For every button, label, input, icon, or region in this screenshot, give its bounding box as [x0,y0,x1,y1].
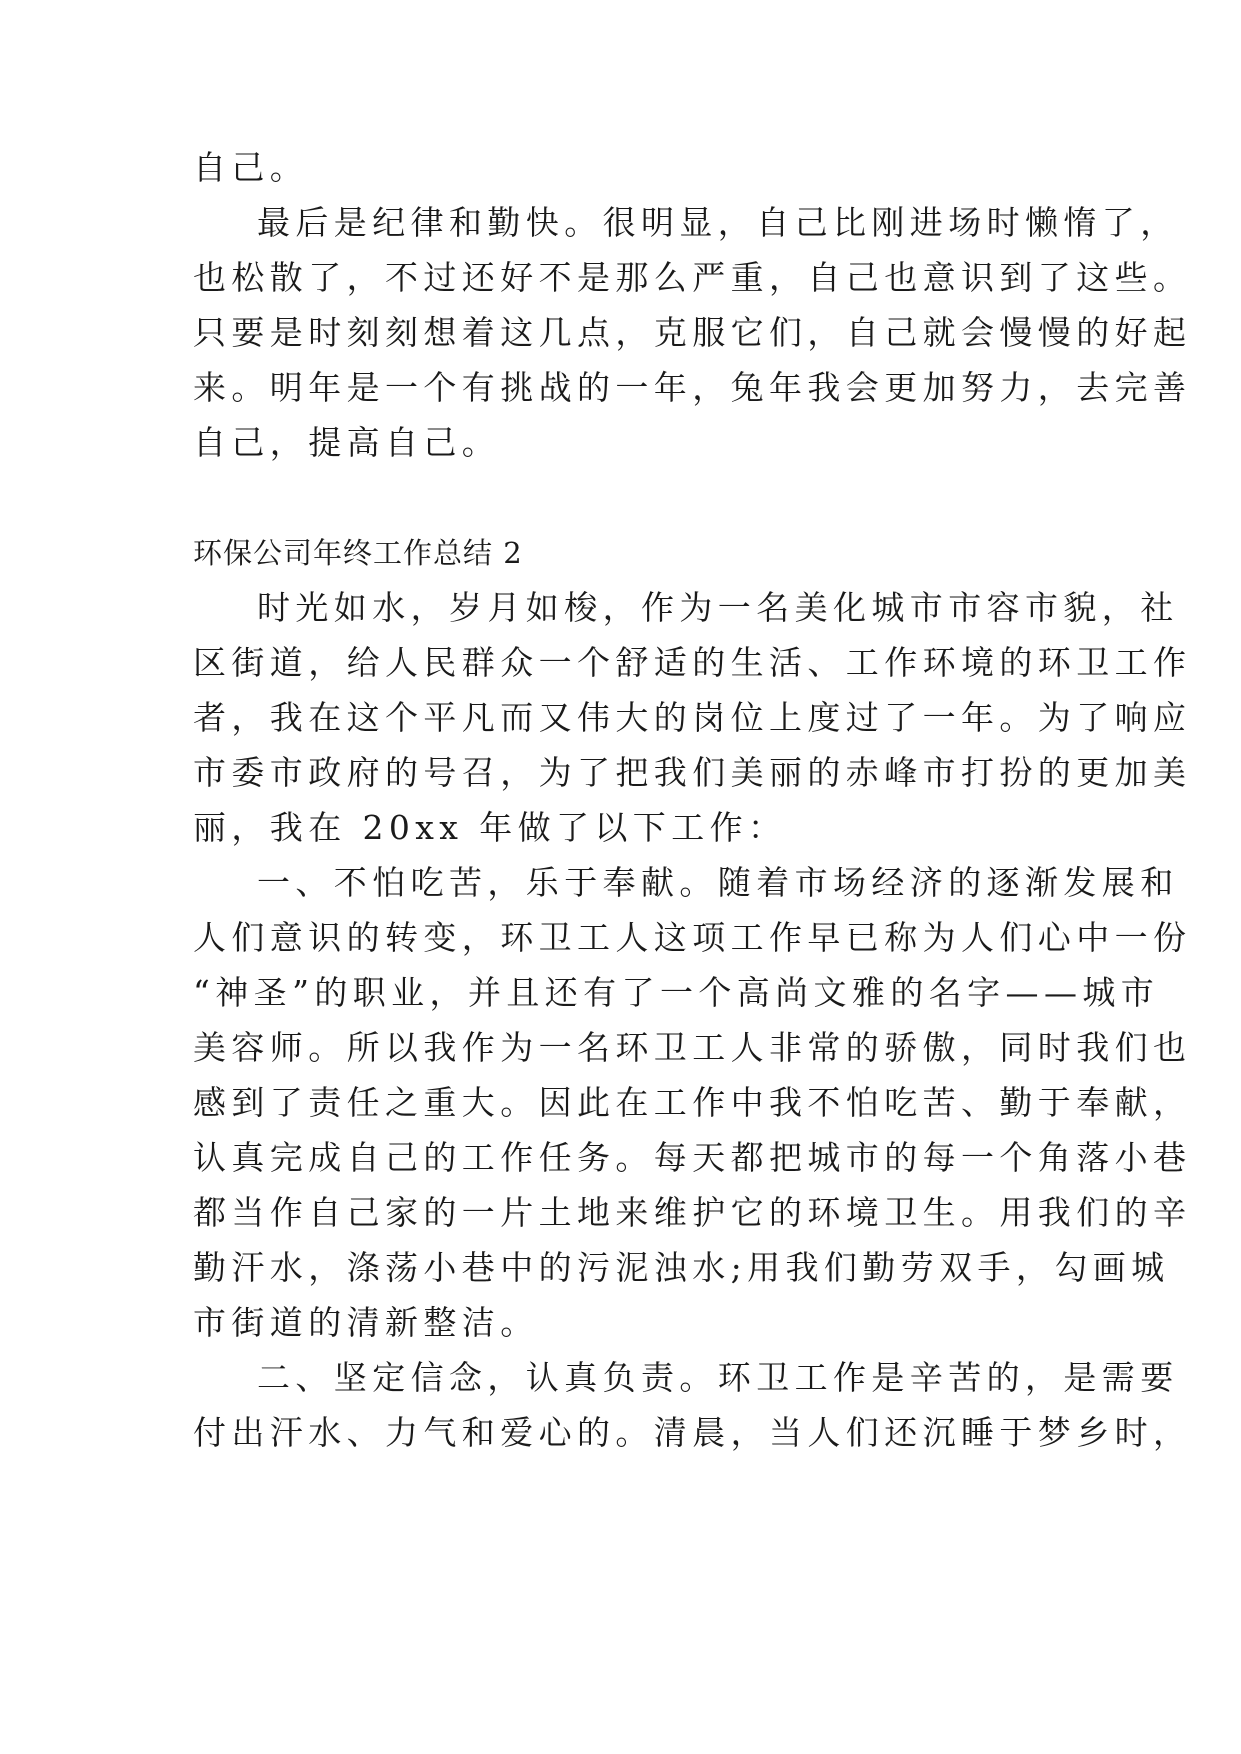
body-line: 付出汗水、力气和爱心的。清晨，当人们还沉睡于梦乡时， [193,1413,1192,1452]
body-line: 都当作自己家的一片土地来维护它的环境卫生。用我们的辛 [193,1193,1192,1232]
section-title: 环保公司年终工作总结 2 [193,536,523,570]
body-line: 区街道，给人民群众一个舒适的生活、工作环境的环卫工作 [193,643,1192,682]
body-line: 二、坚定信念，认真负责。环卫工作是辛苦的，是需要 [257,1358,1179,1397]
body-line: 丽，我在 20xx 年做了以下工作： [193,808,787,847]
body-line: 自己。 [193,148,309,187]
body-line: 美容师。所以我作为一名环卫工人非常的骄傲，同时我们也 [193,1028,1192,1067]
body-line: 时光如水，岁月如梭，作为一名美化城市市容市貌，社 [257,588,1179,627]
body-line: 来。明年是一个有挑战的一年，兔年我会更加努力，去完善 [193,368,1192,407]
body-line: 感到了责任之重大。因此在工作中我不怕吃苦、勤于奉献， [193,1083,1192,1122]
body-line: 认真完成自己的工作任务。每天都把城市的每一个角落小巷 [193,1138,1192,1177]
body-line: 人们意识的转变，环卫工人这项工作早已称为人们心中一份 [193,918,1192,957]
body-line: 最后是纪律和勤快。很明显，自己比刚进场时懒惰了， [257,203,1179,242]
body-line: 一、不怕吃苦，乐于奉献。随着市场经济的逐渐发展和 [257,863,1179,902]
body-line: 勤汗水，涤荡小巷中的污泥浊水;用我们勤劳双手，勾画城 [193,1248,1170,1287]
body-line: “神圣”的职业，并且还有了一个高尚文雅的名字——城市 [193,973,1160,1012]
body-line: 只要是时刻刻想着这几点，克服它们，自己就会慢慢的好起 [193,313,1192,352]
body-line: 市街道的清新整洁。 [193,1303,539,1342]
body-line: 市委市政府的号召，为了把我们美丽的赤峰市打扮的更加美 [193,753,1192,792]
body-line: 自己，提高自己。 [193,423,501,462]
body-line: 者，我在这个平凡而又伟大的岗位上度过了一年。为了响应 [193,698,1192,737]
body-line: 也松散了，不过还好不是那么严重，自己也意识到了这些。 [193,258,1192,297]
